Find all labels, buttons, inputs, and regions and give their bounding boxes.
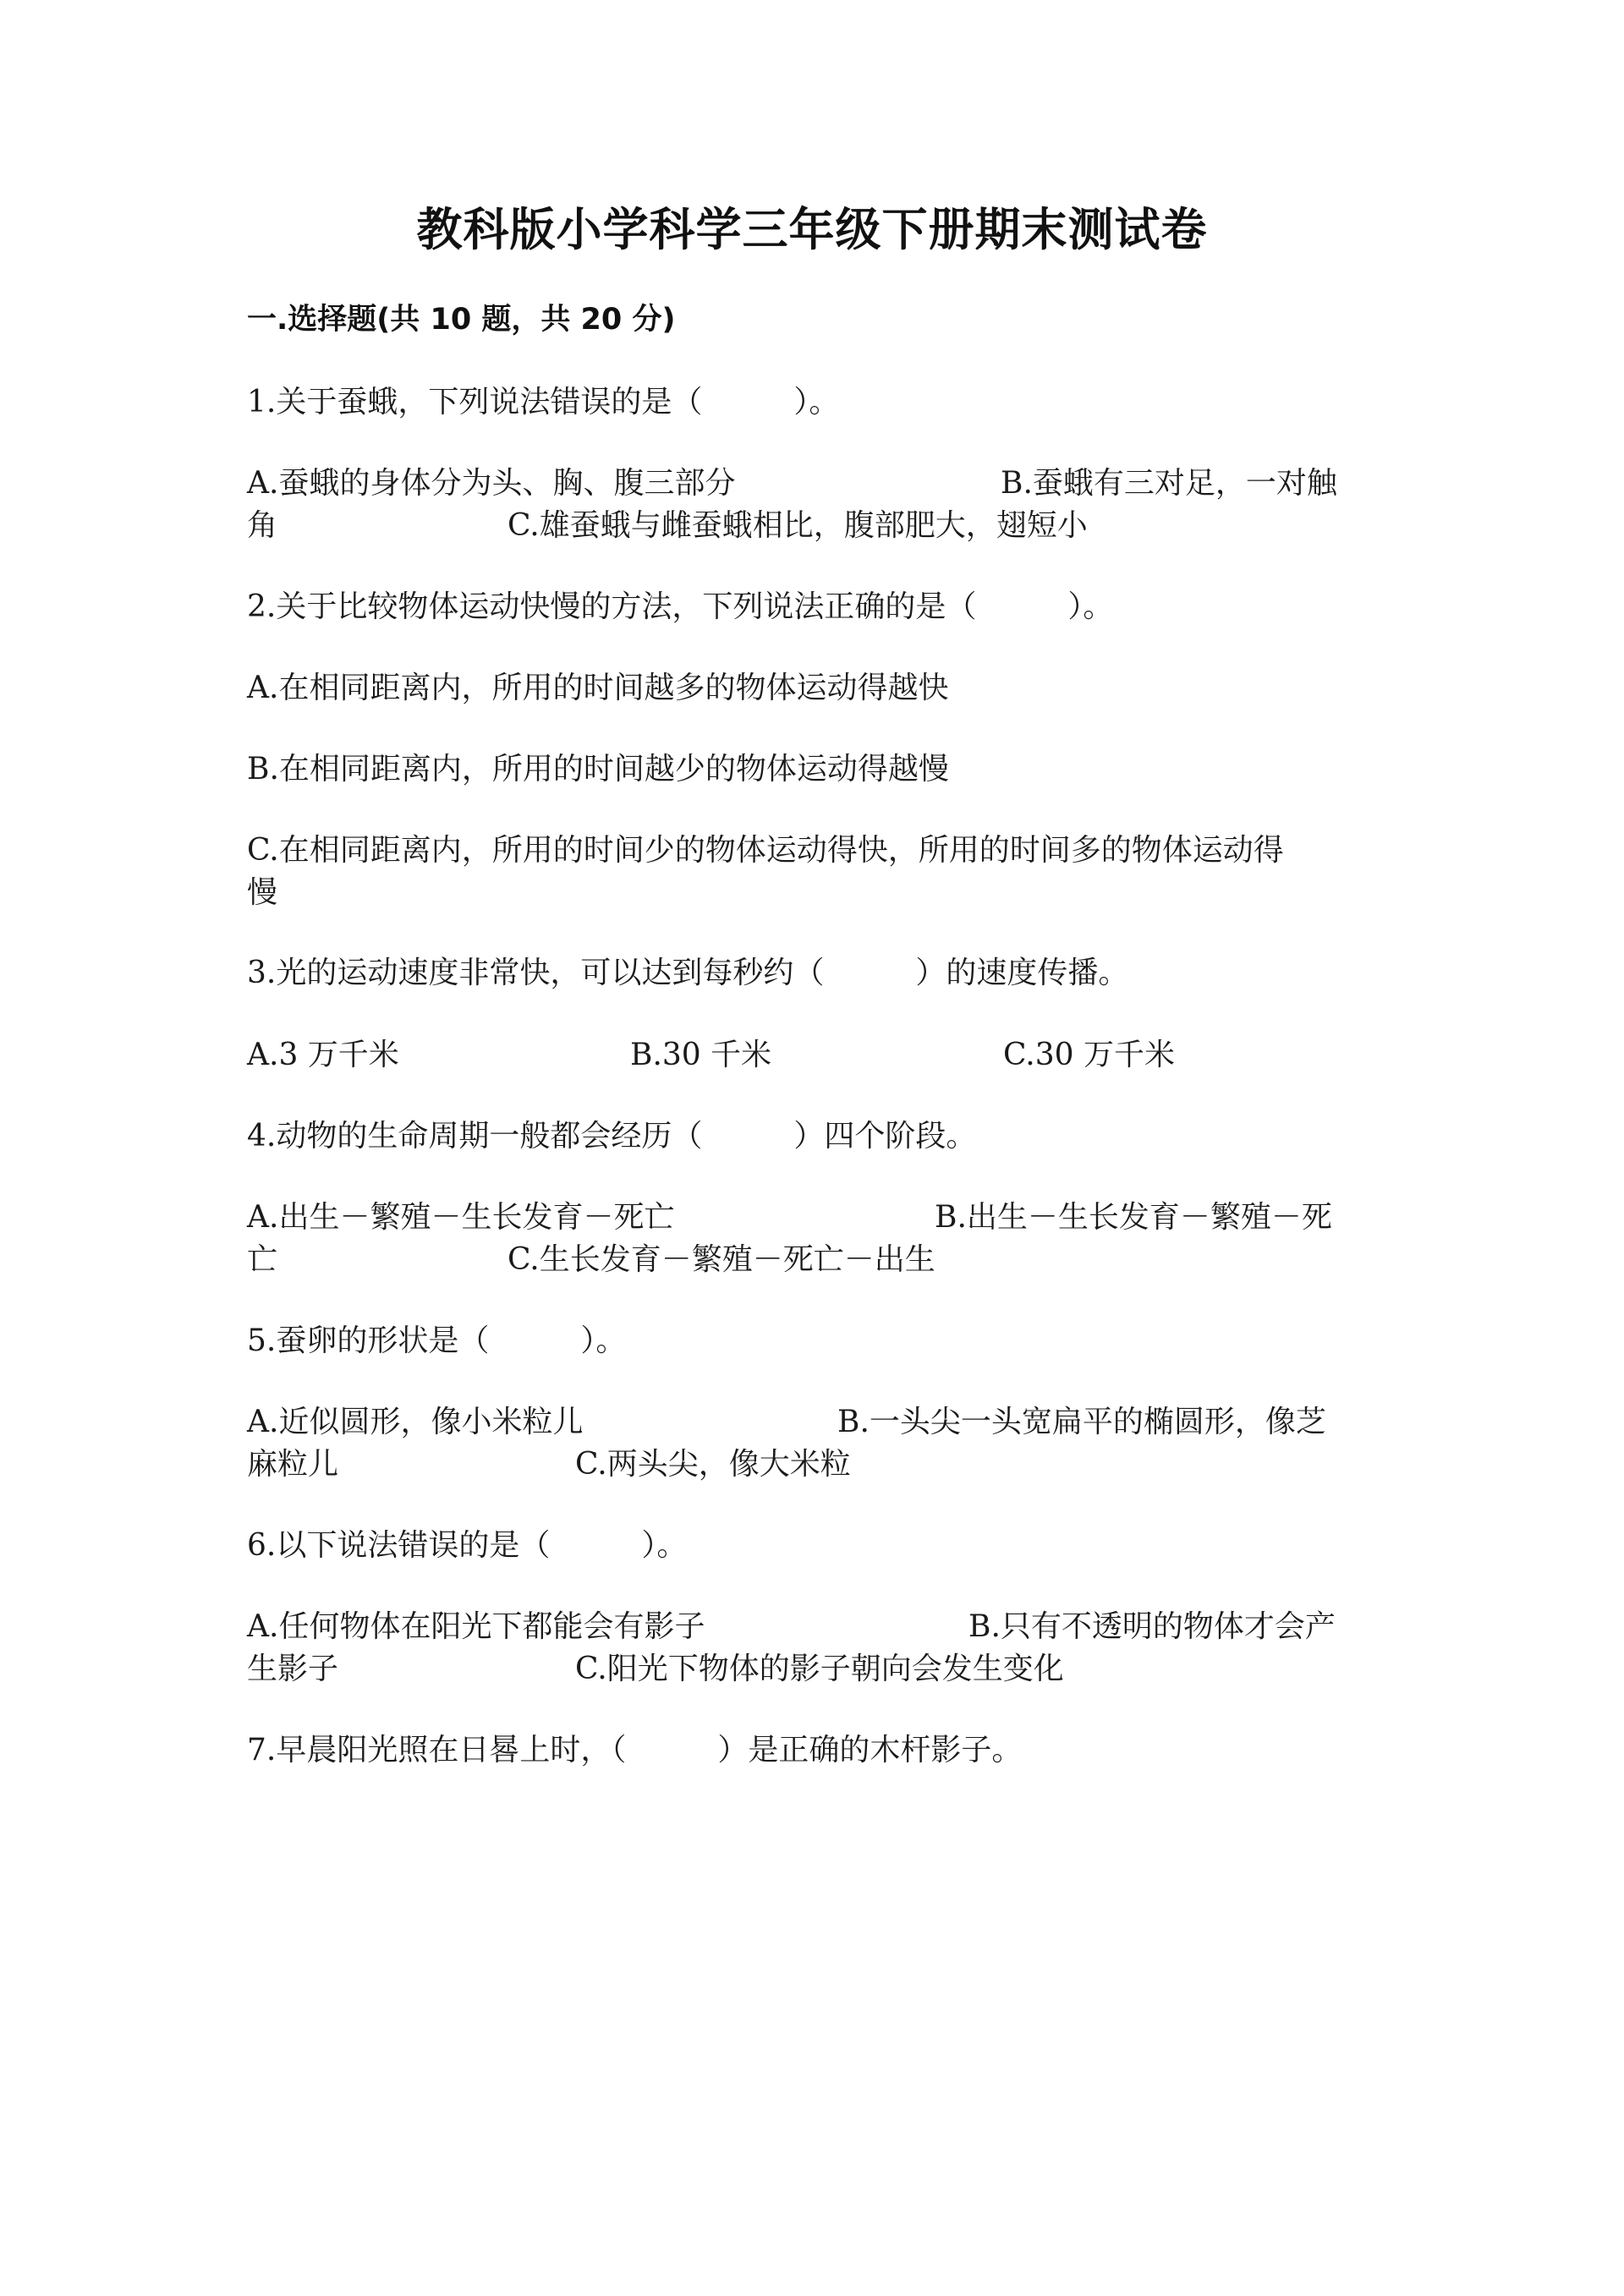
question-4-stem: 4.动物的生命周期一般都会经历（ ）四个阶段。 bbox=[247, 1119, 977, 1153]
question-2-stem: 2.关于比较物体运动快慢的方法，下列说法正确的是（ ）。 bbox=[247, 589, 1114, 624]
question-3-option-b: B.30 千米 bbox=[630, 1038, 772, 1072]
question-5-option-b-wrap: 麻粒儿 bbox=[247, 1447, 339, 1482]
question-2-option-b: B.在相同距离内，所用的时间越少的物体运动得越慢 bbox=[247, 752, 949, 786]
section-heading: 一.选择题(共 10 题，共 20 分) bbox=[247, 303, 676, 337]
question-6-stem: 6.以下说法错误的是（ ）。 bbox=[247, 1528, 688, 1563]
question-1-option-b: B.蚕蛾有三对足，一对触 bbox=[1001, 466, 1337, 501]
question-1-stem: 1.关于蚕蛾，下列说法错误的是（ ）。 bbox=[247, 385, 840, 419]
question-6-option-a: A.任何物体在阳光下都能会有影子 bbox=[247, 1609, 705, 1644]
question-2-option-c-wrap: 慢 bbox=[247, 875, 278, 910]
page-title: 教科版小学科学三年级下册期末测试卷 bbox=[416, 203, 1208, 256]
question-6-option-b: B.只有不透明的物体才会产 bbox=[968, 1609, 1336, 1644]
question-3-option-a: A.3 万千米 bbox=[247, 1038, 399, 1072]
question-1-option-b-wrap: 角 bbox=[247, 508, 278, 543]
question-4-option-a: A.出生－繁殖－生长发育－死亡 bbox=[247, 1200, 675, 1235]
question-5-stem: 5.蚕卵的形状是（ ）。 bbox=[247, 1323, 627, 1358]
question-3-option-c: C.30 万千米 bbox=[1003, 1038, 1175, 1072]
question-2-option-a: A.在相同距离内，所用的时间越多的物体运动得越快 bbox=[247, 671, 949, 705]
question-6-option-c: C.阳光下物体的影子朝向会发生变化 bbox=[575, 1652, 1064, 1686]
question-5-option-a: A.近似圆形，像小米粒儿 bbox=[247, 1405, 584, 1439]
question-1-option-c: C.雄蚕蛾与雌蚕蛾相比，腹部肥大，翅短小 bbox=[508, 508, 1088, 543]
question-4-option-b: B.出生－生长发育－繁殖－死 bbox=[935, 1200, 1332, 1235]
question-3-stem: 3.光的运动速度非常快，可以达到每秒约（ ）的速度传播。 bbox=[247, 956, 1129, 990]
question-5-option-b: B.一头尖一头宽扁平的椭圆形，像芝 bbox=[837, 1405, 1326, 1439]
question-4-option-c: C.生长发育－繁殖－死亡－出生 bbox=[508, 1242, 935, 1277]
question-7-stem: 7.早晨阳光照在日晷上时，（ ）是正确的木杆影子。 bbox=[247, 1733, 1023, 1767]
question-1-option-a: A.蚕蛾的身体分为头、胸、腹三部分 bbox=[247, 466, 736, 501]
question-2-option-c: C.在相同距离内，所用的时间少的物体运动得快，所用的时间多的物体运动得 bbox=[247, 833, 1284, 868]
question-6-option-b-wrap: 生影子 bbox=[247, 1652, 339, 1686]
question-5-option-c: C.两头尖，像大米粒 bbox=[575, 1447, 851, 1482]
question-4-option-b-wrap: 亡 bbox=[247, 1242, 278, 1277]
